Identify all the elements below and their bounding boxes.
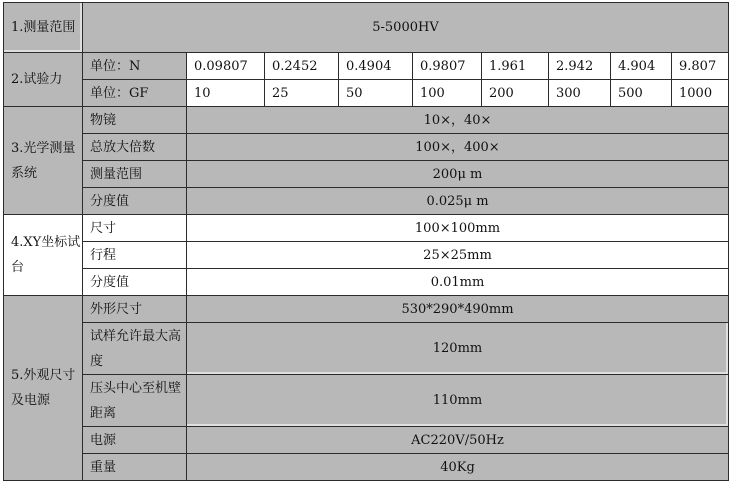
table-row: [4, 53, 729, 80]
newton-value: 9.807: [672, 53, 729, 80]
dimensions-row-label: 压头中心至机壁距离: [83, 375, 187, 427]
table-row: [4, 323, 729, 375]
table-row: [4, 296, 729, 323]
gf-value: 10: [187, 80, 265, 107]
dimensions-row-label: 重量: [83, 454, 187, 481]
dimensions-row-value: AC220V/50Hz: [187, 427, 729, 454]
newton-value: 0.2452: [265, 53, 339, 80]
table-row: [4, 161, 729, 188]
table-row: [4, 107, 729, 134]
gf-row-label: 单位：GF: [83, 80, 187, 107]
gf-value: 500: [611, 80, 672, 107]
dimensions-row-value: 110mm: [187, 375, 729, 427]
xy-row-value: 0.01mm: [187, 269, 729, 296]
newton-value: 4.904: [611, 53, 672, 80]
newton-value: 1.961: [482, 53, 549, 80]
optical-row-value: 100×，400×: [187, 134, 729, 161]
xy-stage-label: 4.XY坐标试台: [4, 215, 83, 296]
table-row: [4, 427, 729, 454]
measuring-range-label: 1.测量范围: [4, 3, 83, 53]
gf-value: 100: [413, 80, 482, 107]
newton-value: 0.9807: [413, 53, 482, 80]
optical-row-label: 物镜: [83, 107, 187, 134]
measuring-range-value: 5-5000HV: [83, 3, 729, 53]
xy-row-label: 行程: [83, 242, 187, 269]
dimensions-row-value: 40Kg: [187, 454, 729, 481]
xy-row-label: 分度值: [83, 269, 187, 296]
optical-row-label: 测量范围: [83, 161, 187, 188]
optical-system-label: 3.光学测量系统: [4, 107, 83, 215]
dimensions-row-label: 外形尺寸: [83, 296, 187, 323]
dimensions-power-label: 5.外观尺寸及电源: [4, 296, 83, 481]
gf-value: 50: [339, 80, 413, 107]
dimensions-row-label: 试样允许最大高度: [83, 323, 187, 375]
table-row: [4, 188, 729, 215]
gf-value: 25: [265, 80, 339, 107]
table-row: [4, 215, 729, 242]
spec-table: [3, 2, 729, 481]
optical-row-value: 0.025μ m: [187, 188, 729, 215]
optical-row-label: 分度值: [83, 188, 187, 215]
table-row: [4, 242, 729, 269]
newton-value: 0.09807: [187, 53, 265, 80]
dimensions-row-value: 120mm: [187, 323, 729, 375]
optical-row-value: 200μ m: [187, 161, 729, 188]
newton-row-label: 单位：N: [83, 53, 187, 80]
xy-row-label: 尺寸: [83, 215, 187, 242]
gf-value: 300: [549, 80, 611, 107]
xy-row-value: 25×25mm: [187, 242, 729, 269]
table-row: [4, 134, 729, 161]
dimensions-row-label: 电源: [83, 427, 187, 454]
table-row: [4, 80, 729, 107]
newton-value: 0.4904: [339, 53, 413, 80]
table-row: [4, 375, 729, 427]
table-row: [4, 3, 729, 53]
dimensions-row-value: 530*290*490mm: [187, 296, 729, 323]
table-row: [4, 269, 729, 296]
newton-value: 2.942: [549, 53, 611, 80]
gf-value: 200: [482, 80, 549, 107]
optical-row-value: 10×，40×: [187, 107, 729, 134]
gf-value: 1000: [672, 80, 729, 107]
optical-row-label: 总放大倍数: [83, 134, 187, 161]
test-force-label: 2.试验力: [4, 53, 83, 107]
xy-row-value: 100×100mm: [187, 215, 729, 242]
table-row: [4, 454, 729, 481]
